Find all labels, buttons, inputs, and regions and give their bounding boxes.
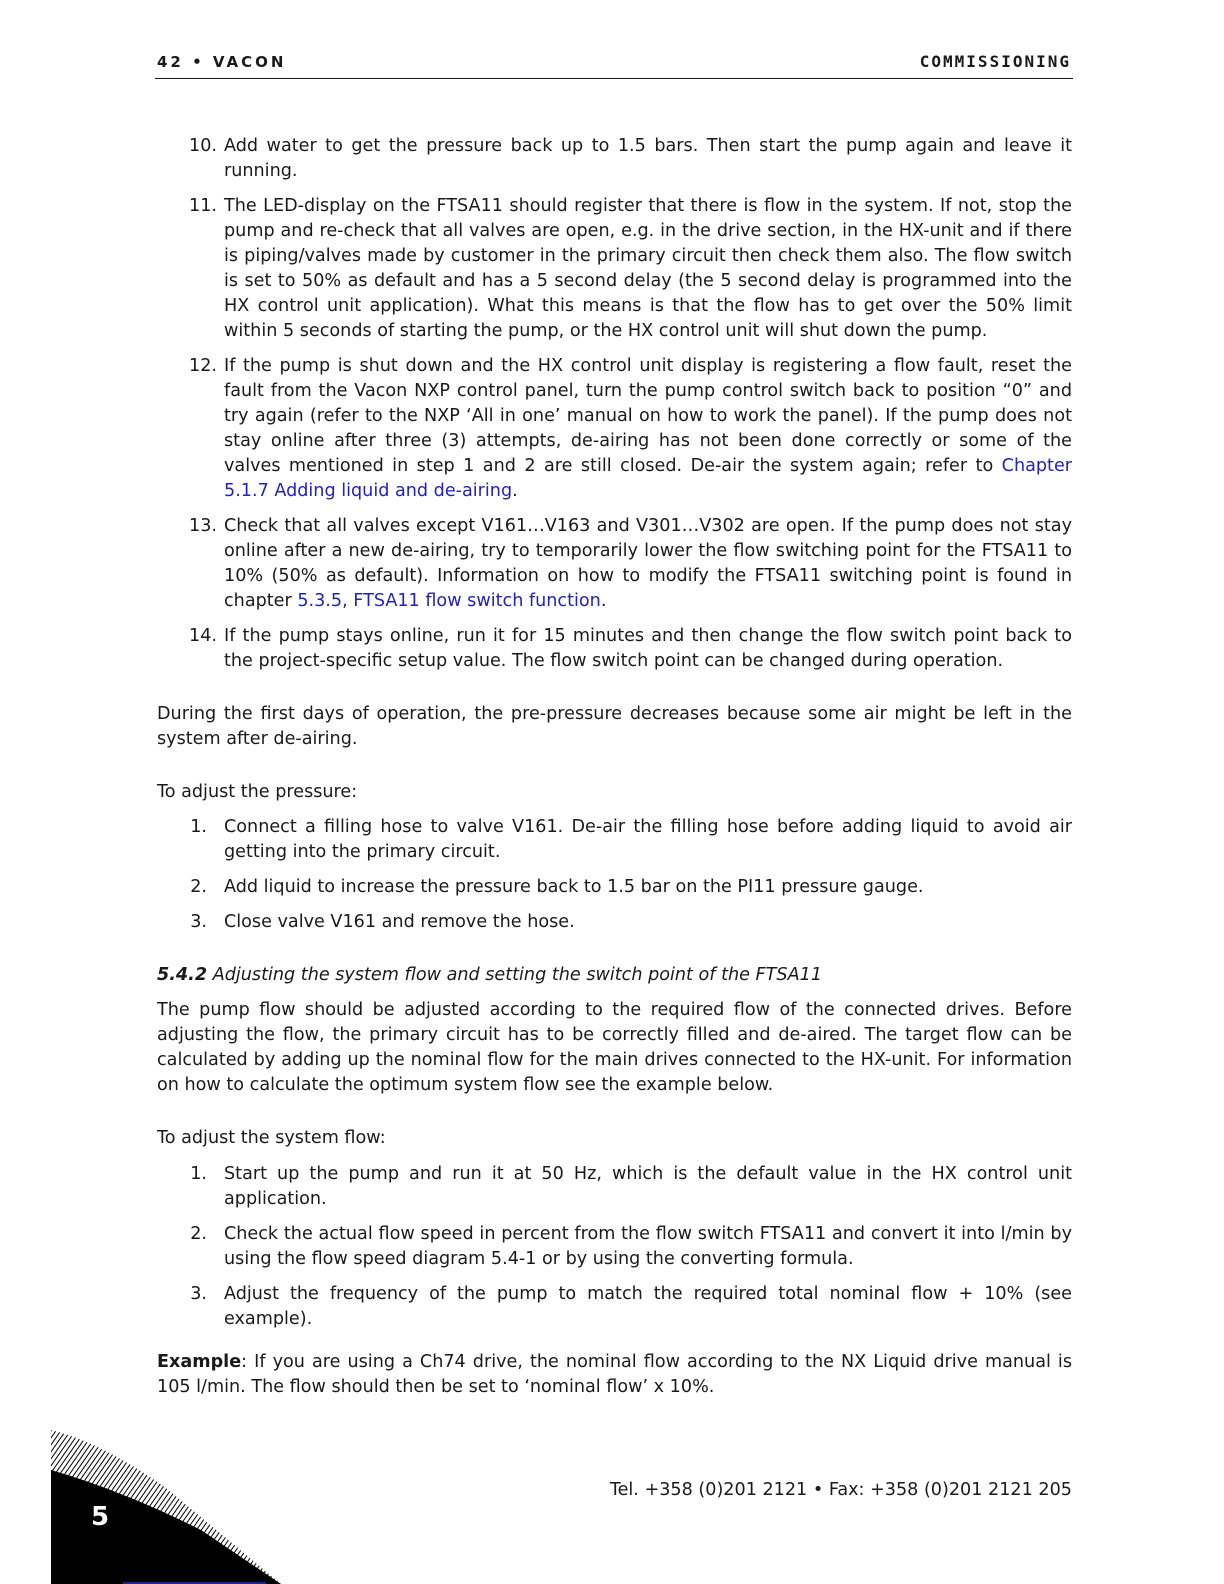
- chapter-link-adding-liquid[interactable]: Chapter 5.1.7 Adding liquid and de-airing: [224, 456, 1072, 501]
- list-item: [157, 354, 1072, 504]
- page-header: [155, 50, 1073, 79]
- step-text: Add liquid to increase the pressure back to 1.5 bar on the PI11 pressure gauge.: [224, 877, 924, 897]
- paragraph-adjust-flow-intro: To adjust the system flow:: [157, 1128, 386, 1148]
- chapter-link-flow-switch[interactable]: 5.3.5, FTSA11 flow switch function: [297, 591, 601, 611]
- step-text: Check the actual flow speed in percent from the flow switch FTSA11 and convert it into l/min by using the flow speed diagram 5.4-1 or by using the converting formula.: [224, 1224, 1072, 1269]
- step-number: 10.: [189, 136, 217, 156]
- chapter-number-badge: 5: [91, 1502, 110, 1532]
- step-number: 2.: [190, 1224, 207, 1244]
- paragraph-preairing: During the first days of operation, the pre-pressure decreases because some air might be left in the system after de-airing.: [157, 704, 1072, 749]
- commissioning-steps-list: [157, 134, 1072, 674]
- paragraph-adjust-pressure-intro: To adjust the pressure:: [157, 782, 358, 802]
- step-number: 1.: [190, 817, 207, 837]
- step-text: Connect a filling hose to valve V161. De-air the filling hose before adding liquid to avoid air getting into the primary circuit.: [224, 817, 1072, 862]
- step-number: 14.: [189, 626, 217, 646]
- step-number: 12.: [189, 356, 217, 376]
- page-body: [157, 134, 1072, 1400]
- section-heading: [157, 963, 1072, 988]
- step-text-end: .: [600, 591, 607, 611]
- step-number: 11.: [189, 196, 217, 216]
- list-item: [157, 1282, 1072, 1332]
- list-item: [157, 910, 1072, 935]
- step-text: Start up the pump and run it at 50 Hz, which is the default value in the HX control unit application.: [224, 1164, 1072, 1209]
- paragraph-pump-flow: The pump flow should be adjusted according to the required flow of the connected drives. Before adjusting the flow, the primary circuit has to be correctly filled and de-aired. The target flow can be calculated by adding up the nominal flow for the main drives connected to the HX-unit. For information on how to calculate the optimum system flow see the example below.: [157, 1000, 1072, 1095]
- step-text: If the pump stays online, run it for 15 minutes and then change the flow switch point back to the project-specific setup value. The flow switch point can be changed during operation.: [224, 626, 1072, 671]
- step-number: 2.: [190, 877, 207, 897]
- example-label: Example: [157, 1352, 242, 1372]
- list-item: [157, 1162, 1072, 1212]
- step-text: Adjust the frequency of the pump to match the required total nominal flow + 10% (see example).: [224, 1284, 1072, 1329]
- adjust-pressure-steps-list: [157, 815, 1072, 935]
- step-text: Check that all valves except V161…V163 and V301…V302 are open. If the pump does not stay online after a new de-airing, try to temporarily lower the flow switching point for the FTSA11 to 10% (50% as default). Information on how to modify the FTSA11 switching point is found in chapter: [224, 516, 1072, 611]
- list-item: [157, 194, 1072, 344]
- section-number: 5.4.2: [157, 965, 208, 985]
- step-text-end: .: [512, 481, 518, 501]
- list-item: [157, 134, 1072, 184]
- step-number: 3.: [190, 1284, 207, 1304]
- paragraph-example: [157, 1350, 1072, 1400]
- step-text: The LED-display on the FTSA11 should register that there is flow in the system. If not, stop the pump and re-check that all valves are open, e.g. in the drive section, in the HX-unit and if there is piping/valves made by customer in the primary circuit then check them also. The flow switch is set to 50% as default and has a 5 second delay (the 5 second delay is programmed into the HX control unit application). What this means is that the flow has to get over the 50% limit within 5 seconds of starting the pump, or the HX control unit will shut down the pump.: [224, 196, 1072, 341]
- step-text: Add water to get the pressure back up to 1.5 bars. Then start the pump again and leave it running.: [224, 136, 1072, 181]
- list-item: [157, 624, 1072, 674]
- section-title: Adjusting the system flow and setting the switch point of the FTSA11: [212, 965, 823, 985]
- step-text: If the pump is shut down and the HX control unit display is registering a flow fault, reset the fault from the Vacon NXP control panel, turn the pump control switch back to position “0” and try again (refer to the NXP ‘All in one’ manual on how to work the panel). If the pump does not stay online after three (3) attempts, de-airing has not been done correctly or some of the valves mentioned in step 1 and 2 are still closed. De-air the system again; refer to: [224, 356, 1072, 476]
- header-page-brand: 42 • VACON: [157, 53, 287, 71]
- list-item: [157, 875, 1072, 900]
- list-item: [157, 514, 1072, 614]
- list-item: [157, 815, 1072, 865]
- step-text: Close valve V161 and remove the hose.: [224, 912, 575, 932]
- chapter-corner-graphic: [51, 1430, 281, 1584]
- adjust-flow-steps-list: [157, 1162, 1072, 1332]
- header-section-title: COMMISSIONING: [919, 52, 1071, 71]
- list-item: [157, 1222, 1072, 1272]
- step-number: 1.: [190, 1164, 207, 1184]
- example-text: : If you are using a Ch74 drive, the nominal flow according to the NX Liquid drive manual is 105 l/min. The flow should then be set to ‘nominal flow’ x 10%.: [157, 1352, 1072, 1397]
- footer-contact-info: Tel. +358 (0)201 2121 • Fax: +358 (0)201 2121 205: [609, 1480, 1072, 1500]
- step-number: 13.: [189, 516, 217, 536]
- step-number: 3.: [190, 912, 207, 932]
